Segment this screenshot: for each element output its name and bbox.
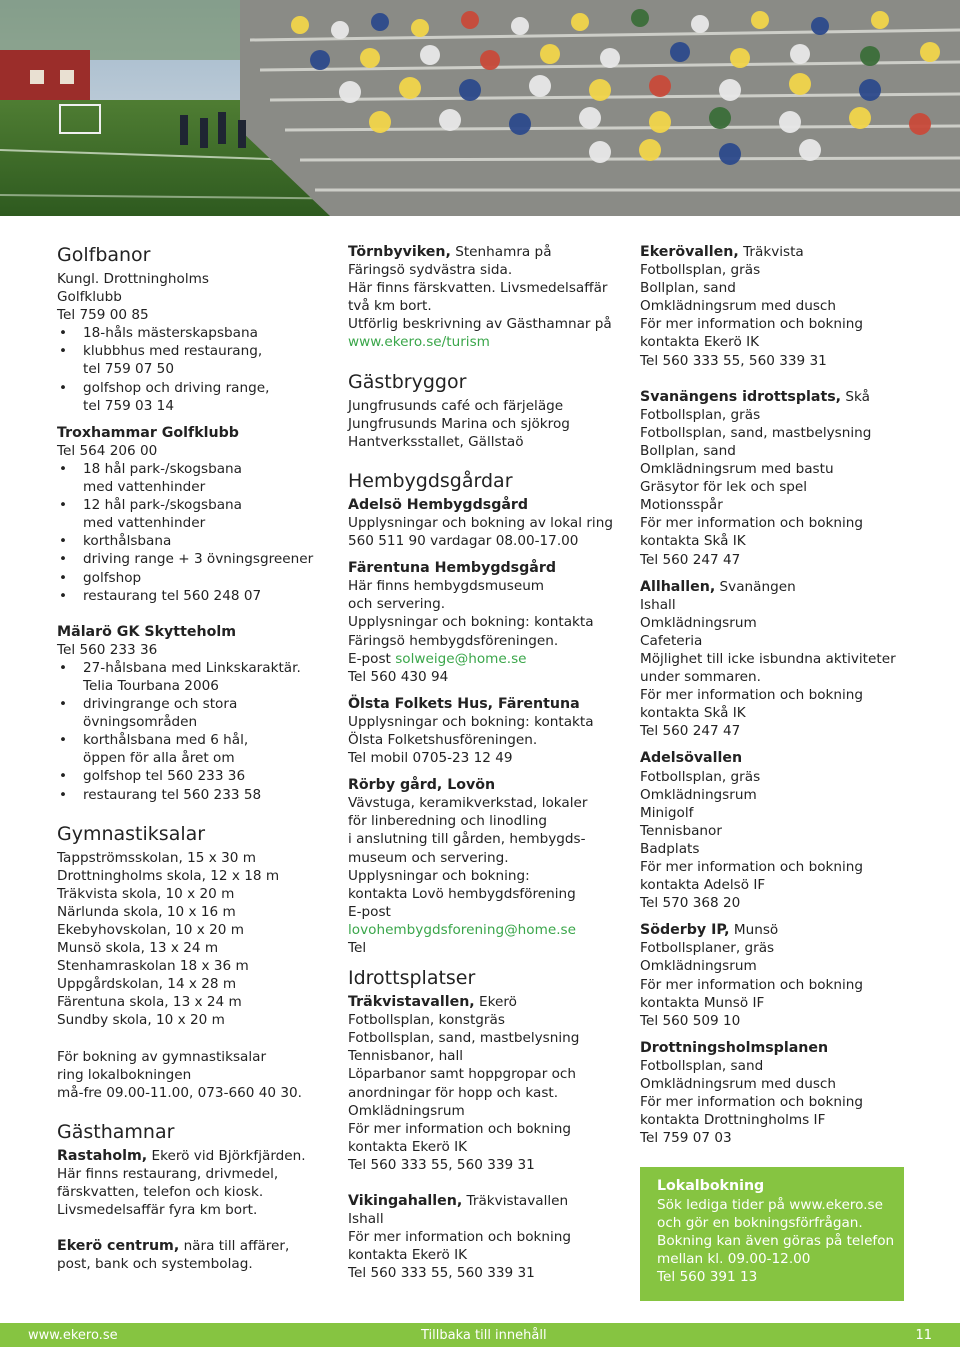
svanangen-entry <box>640 388 910 569</box>
ekerovallen-line: Fotbollsplan, gräs <box>640 262 761 279</box>
farentuna-entry <box>348 559 618 686</box>
list-item: • korthålsbana med 6 hål, <box>83 731 327 749</box>
allhallen-line: Cafeteria <box>640 632 703 649</box>
tornbyviken-entry <box>348 243 618 352</box>
gym-line: Uppgårdskolan, 14 x 28 m <box>57 976 237 993</box>
vikingahallen-line: kontakta Ekerö IK <box>348 1247 468 1264</box>
back-to-contents-link[interactable]: Tillbaka till innehåll <box>421 1328 547 1343</box>
malaro-name: Mälarö GK Skytteholm <box>57 623 236 640</box>
troxhammar-name: Troxhammar Golfklubb <box>57 424 239 441</box>
column-1 <box>57 243 327 1273</box>
drottningholmsplanen-line: Fotbollsplan, sand <box>640 1057 764 1074</box>
gym-list <box>57 849 327 1030</box>
list-item: • korthålsbana <box>83 532 327 550</box>
list-item-cont: öppen för alla året om <box>83 750 235 767</box>
malaro-tel: Tel 560 233 36 <box>57 641 158 658</box>
trakvistavallen-line: Tel 560 333 55, 560 339 31 <box>348 1156 535 1173</box>
list-item-cont: tel 759 07 50 <box>83 361 174 378</box>
adelsovallen-line: Minigolf <box>640 804 694 821</box>
adelsovallen-entry <box>640 749 910 912</box>
malaro-entry <box>57 623 327 804</box>
list-item: • driving range + 3 övningsgreener <box>83 550 327 568</box>
rastaholm-location: Ekerö vid Björkfjärden. <box>147 1147 306 1164</box>
adelso-line: 560 511 90 vardagar 08.00-17.00 <box>348 533 579 550</box>
drottningholmsplanen-line: kontakta Drottningholms IF <box>640 1112 826 1129</box>
olsta-name: Ölsta Folkets Hus, Färentuna <box>348 695 580 712</box>
trakvistavallen-line: kontakta Ekerö IK <box>348 1138 468 1155</box>
gym-section-title: Gymnastiksalar <box>57 822 206 845</box>
kdg-tel: Tel 759 00 85 <box>57 307 149 324</box>
drottningholmsplanen-line: För mer information och bokning <box>640 1094 864 1111</box>
footer-website-link[interactable]: www.ekero.se <box>28 1328 118 1343</box>
soderby-line: Fotbollsplaner, gräs <box>640 940 775 957</box>
footer-bar <box>0 1323 960 1347</box>
rastaholm-line: Här finns restaurang, drivmedel, <box>57 1165 279 1182</box>
svanangen-line: Motionsspår <box>640 497 723 514</box>
ekerovallen-line: Tel 560 333 55, 560 339 31 <box>640 352 827 369</box>
soderby-line: kontakta Munsö IF <box>640 994 765 1011</box>
ekerovallen-location: Träkvista <box>738 244 804 260</box>
rorby-line: Vävstuga, keramikverkstad, lokaler <box>348 795 588 812</box>
ekerovallen-name: Ekerövallen, <box>640 244 739 260</box>
gym-line: Ekebyhovskolan, 10 x 20 m <box>57 922 244 938</box>
harbours-section-title: Gästhamnar <box>57 1120 175 1143</box>
rorby-line: i anslutning till gården, hembygds- <box>348 831 586 848</box>
kdg-list <box>57 324 327 414</box>
vikingahallen-location: Träkvistavallen <box>462 1193 569 1210</box>
tornbyviken-line: Färingsö sydvästra sida. <box>348 262 513 279</box>
trakvistavallen-line: För mer information och bokning <box>348 1120 572 1137</box>
trakvistavallen-line: Fotbollsplan, konstgräs <box>348 1012 505 1029</box>
list-item-cont: med vattenhinder <box>83 479 206 496</box>
olsta-line: Ölsta Folketshusföreningen. <box>348 731 538 748</box>
kdg-name-line2: Golfklubb <box>57 289 122 306</box>
svanangen-line: Tel 560 247 47 <box>640 551 741 568</box>
list-item: • restaurang tel 560 233 58 <box>83 786 327 804</box>
adelso-name: Adelsö Hembygdsgård <box>348 496 529 513</box>
stadium-photo <box>0 0 960 216</box>
booking-box-line: Tel 560 391 13 <box>657 1269 758 1286</box>
farentuna-line: Upplysningar och bokning: kontakta <box>348 614 594 631</box>
allhallen-line: För mer information och bokning <box>640 687 864 704</box>
svanangen-line: Gräsytor för lek och spel <box>640 479 808 496</box>
gym-line: Träkvista skola, 10 x 20 m <box>57 885 235 902</box>
kdg-entry <box>57 270 327 415</box>
booking-box-title: Lokalbokning <box>657 1178 765 1194</box>
farentuna-email-label: E-post <box>348 650 396 667</box>
farentuna-email-link[interactable]: solweige@home.se <box>395 650 527 667</box>
svanangen-line: kontakta Skå IK <box>640 533 746 550</box>
rorby-entry <box>348 776 618 957</box>
rorby-email-link[interactable]: lovohembygdsforening@home.se <box>348 921 576 938</box>
golf-section-title: Golfbanor <box>57 244 151 266</box>
list-item: • klubbhus med restaurang, <box>83 342 327 360</box>
ekerovallen-entry <box>640 243 910 370</box>
list-item: • golfshop <box>83 569 327 587</box>
vikingahallen-name: Vikingahallen, <box>348 1193 463 1210</box>
gym-line: Munsö skola, 13 x 24 m <box>57 940 219 957</box>
jetty-line: Jungfrusunds Marina och sjökrog <box>348 415 570 432</box>
rorby-line: Upplysningar och bokning: <box>348 867 530 884</box>
allhallen-entry <box>640 578 910 741</box>
ekero-centrum-name: Ekerö centrum, <box>57 1238 180 1255</box>
ekero-centrum-location: nära till affärer, <box>179 1238 290 1255</box>
page-number: 11 <box>915 1328 932 1343</box>
trakvistavallen-line: Löparbanor samt hoppgropar och <box>348 1066 577 1083</box>
list-item-cont: med vattenhinder <box>83 515 206 532</box>
adelsovallen-line: Omklädningsrum <box>640 786 757 803</box>
rorby-line: kontakta Lovö hembygdsförening <box>348 885 576 902</box>
adelsovallen-line: Fotbollsplan, gräs <box>640 768 761 785</box>
list-item: • restaurang tel 560 248 07 <box>83 587 327 605</box>
list-item: • 12 hål park-/skogsbana <box>83 496 327 514</box>
gym-booking <box>57 1048 327 1102</box>
booking-box-text: Sök lediga tider på <box>657 1197 790 1214</box>
list-item: • drivingrange och stora <box>83 695 327 713</box>
sports-grounds-section-title: Idrottsplatser <box>348 967 476 990</box>
svanangen-line: Fotbollsplan, sand, mastbelysning <box>640 424 872 441</box>
rastaholm-name: Rastaholm, <box>57 1147 148 1164</box>
list-item: • golfshop tel 560 233 36 <box>83 767 327 785</box>
rastaholm-line: Livsmedelsaffär fyra km bort. <box>57 1202 258 1219</box>
vikingahallen-line: Ishall <box>348 1211 384 1228</box>
trakvistavallen-line: Fotbollsplan, sand, mastbelysning <box>348 1030 580 1047</box>
adelsovallen-line: Tel 570 368 20 <box>640 895 741 912</box>
vikingahallen-line: Tel 560 333 55, 560 339 31 <box>348 1265 535 1282</box>
troxhammar-list <box>57 460 327 605</box>
list-item: • 27-hålsbana med Linkskaraktär. <box>83 659 327 677</box>
list-item: • golfshop och driving range, <box>83 379 327 397</box>
trakvistavallen-location: Ekerö <box>474 994 517 1011</box>
ekerovallen-line: kontakta Ekerö IK <box>640 334 760 351</box>
gym-line: Drottningholms skola, 12 x 18 m <box>57 867 280 884</box>
adelsovallen-line: Tennisbanor <box>640 822 722 839</box>
turism-link[interactable]: www.ekero.se/turism <box>348 334 490 351</box>
soderby-location: Munsö <box>729 922 779 939</box>
gym-line: Sundby skola, 10 x 20 m <box>57 1012 225 1029</box>
farentuna-line: Här finns hembygdsmuseum <box>348 578 545 595</box>
trakvistavallen-name: Träkvistavallen, <box>348 994 475 1011</box>
rorby-tel: Tel <box>348 940 367 956</box>
soderby-line: Tel 560 509 10 <box>640 1012 741 1029</box>
svanangen-line: Omklädningsrum med bastu <box>640 461 834 478</box>
vikingahallen-entry <box>348 1192 618 1282</box>
allhallen-line: Tel 560 247 47 <box>640 723 741 740</box>
drottningholmsplanen-line: Omklädningsrum med dusch <box>640 1076 837 1093</box>
allhallen-line: Ishall <box>640 596 676 613</box>
olsta-line: Upplysningar och bokning: kontakta <box>348 713 594 730</box>
adelsovallen-name: Adelsövallen <box>640 750 743 767</box>
drottningholmsplanen-line: Tel 759 07 03 <box>640 1130 732 1147</box>
trakvistavallen-line: Omklädningsrum <box>348 1102 465 1119</box>
booking-box-line: och gör en bokningsförfrågan. <box>657 1215 863 1232</box>
jetty-line: Hantverksstallet, Gällstaö <box>348 433 524 450</box>
allhallen-line: under sommaren. <box>640 669 761 686</box>
adelso-entry <box>348 496 618 550</box>
drottningholmsplanen-entry <box>640 1039 910 1148</box>
list-item-cont: övningsområden <box>83 714 198 731</box>
gym-line: Färentuna skola, 13 x 24 m <box>57 994 242 1011</box>
trakvistavallen-line: anordningar för hopp och kast. <box>348 1084 559 1101</box>
ekero-centrum-entry <box>57 1237 327 1273</box>
allhallen-location: Svanängen <box>715 578 796 595</box>
ekerovallen-line: För mer information och bokning <box>640 316 864 333</box>
tornbyviken-location: Stenhamra på <box>450 244 552 260</box>
jetty-line: Jungfrusunds café och färjeläge <box>348 397 564 414</box>
svanangen-line: För mer information och bokning <box>640 515 864 532</box>
rorby-line: för linberedning och linodling <box>348 813 548 830</box>
list-item: • 18-håls mästerskapsbana <box>83 324 327 342</box>
ekero-centrum-line: post, bank och systembolag. <box>57 1256 253 1273</box>
rorby-email-label: E-post <box>348 903 391 920</box>
svanangen-line: Bollplan, sand <box>640 442 736 459</box>
farentuna-line: och servering. <box>348 596 446 613</box>
tornbyviken-line: två km bort. <box>348 298 432 315</box>
tornbyviken-line: Utförlig beskrivning av Gästhamnar på <box>348 316 612 333</box>
gym-booking-line: För bokning av gymnastiksalar <box>57 1048 267 1065</box>
allhallen-line: Möjlighet till icke isbundna aktiviteter <box>640 650 896 667</box>
allhallen-name: Allhallen, <box>640 578 716 595</box>
farentuna-name: Färentuna Hembygdsgård <box>348 560 556 577</box>
adelso-line: Upplysningar och bokning av lokal ring <box>348 514 613 531</box>
svanangen-location: Skå <box>841 388 870 405</box>
jetties-section-title: Gästbryggor <box>348 370 467 393</box>
svanangen-line: Fotbollsplan, gräs <box>640 406 761 423</box>
troxhammar-tel: Tel 564 206 00 <box>57 442 158 459</box>
rorby-line: museum och servering. <box>348 849 509 866</box>
soderby-line: Omklädningsrum <box>640 958 757 975</box>
list-item: • 18 hål park-/skogsbana <box>83 460 327 478</box>
troxhammar-entry <box>57 424 327 605</box>
list-item-cont: Telia Tourbana 2006 <box>83 677 219 694</box>
gym-line: Tappströmsskolan, 15 x 30 m <box>57 849 256 866</box>
trakvistavallen-line: Tennisbanor, hall <box>348 1048 464 1065</box>
drottningholmsplanen-name: Drottningsholmsplanen <box>640 1039 829 1056</box>
trakvistavallen-entry <box>348 993 618 1174</box>
soderby-name: Söderby IP, <box>640 922 730 939</box>
allhallen-line: Omklädningsrum <box>640 614 757 631</box>
olsta-entry <box>348 695 618 767</box>
malaro-list <box>57 659 327 804</box>
gym-line: Närlunda skola, 10 x 16 m <box>57 903 236 920</box>
vikingahallen-line: För mer information och bokning <box>348 1229 572 1246</box>
ekerovallen-line: Bollplan, sand <box>640 280 736 297</box>
rorby-name: Rörby gård, Lovön <box>348 777 496 794</box>
column-2 <box>348 243 618 1283</box>
tornbyviken-name: Törnbyviken, <box>348 244 451 260</box>
list-item-cont: tel 759 03 14 <box>83 397 174 414</box>
booking-box-link[interactable]: www.ekero.se <box>789 1197 883 1214</box>
adelsovallen-line: kontakta Adelsö IF <box>640 877 766 894</box>
jetties-list <box>348 397 618 451</box>
gym-booking-line: må-fre 09.00-11.00, 073-660 40 30. <box>57 1084 302 1101</box>
allhallen-line: kontakta Skå IK <box>640 705 746 722</box>
gym-booking-line: ring lokalbokningen <box>57 1066 192 1083</box>
booking-info-box <box>640 1167 904 1301</box>
soderby-entry <box>640 921 910 1030</box>
adelsovallen-line: För mer information och bokning <box>640 859 864 875</box>
soderby-line: För mer information och bokning <box>640 976 864 993</box>
homesteads-section-title: Hembygdsgårdar <box>348 469 513 492</box>
kdg-name-line1: Kungl. Drottningholms <box>57 271 209 287</box>
gym-line: Stenhamraskolan 18 x 36 m <box>57 958 249 975</box>
olsta-line: Tel mobil 0705-23 12 49 <box>348 750 513 767</box>
svanangen-name: Svanängens idrottsplats, <box>640 388 842 405</box>
ekerovallen-line: Omklädningsrum med dusch <box>640 298 837 315</box>
farentuna-line: Färingsö hembygdsföreningen. <box>348 632 559 649</box>
booking-box-line: Bokning kan även göras på telefon <box>657 1233 895 1250</box>
farentuna-tel: Tel 560 430 94 <box>348 668 449 685</box>
rastaholm-entry <box>57 1147 327 1219</box>
booking-box-line: mellan kl. 09.00-12.00 <box>657 1251 811 1268</box>
tornbyviken-line: Här finns färskvatten. Livsmedelsaffär <box>348 280 608 297</box>
rastaholm-line: färskvatten, telefon och kiosk. <box>57 1184 264 1201</box>
column-3 <box>640 243 910 1147</box>
adelsovallen-line: Badplats <box>640 840 700 857</box>
